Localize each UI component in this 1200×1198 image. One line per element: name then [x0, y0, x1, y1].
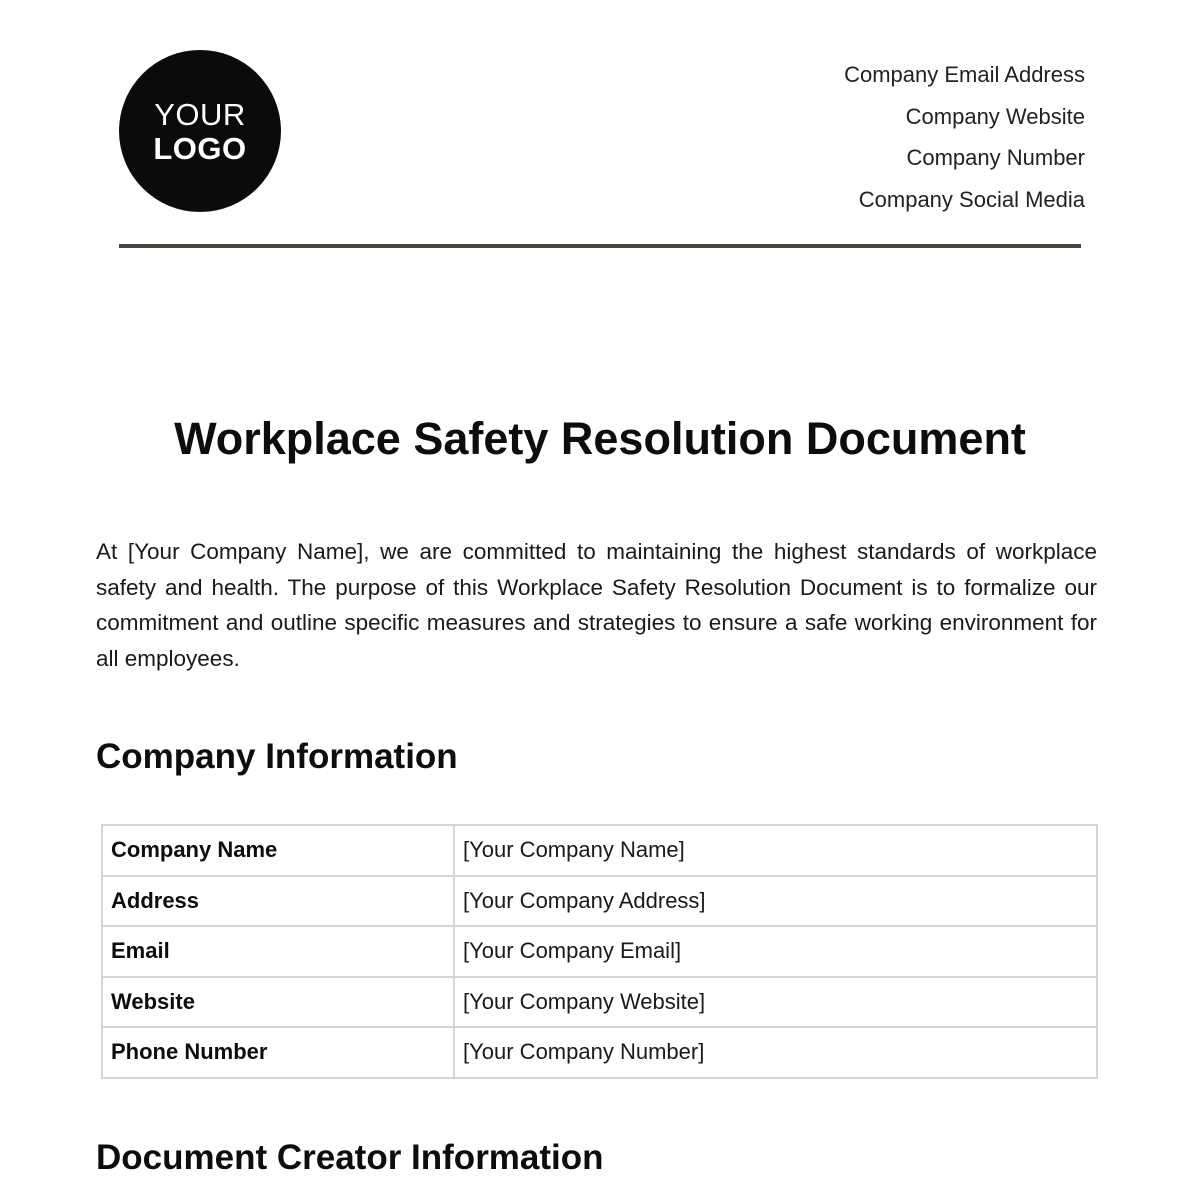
row-label-company-name: Company Name — [102, 825, 454, 876]
company-contact-block — [844, 54, 1085, 220]
company-information-table — [101, 824, 1098, 1079]
table-row — [102, 1027, 1097, 1078]
row-label-website: Website — [102, 977, 454, 1028]
contact-social-media: Company Social Media — [858, 186, 1085, 212]
document-creator-information-heading: Document Creator Information — [96, 1138, 604, 1177]
row-value-company-name: [Your Company Name] — [454, 825, 1097, 876]
table-row — [102, 977, 1097, 1028]
contact-number: Company Number — [906, 145, 1085, 170]
table-row — [102, 876, 1097, 927]
contact-website: Company Website — [905, 103, 1085, 129]
company-logo — [119, 50, 281, 212]
table-row — [102, 825, 1097, 876]
intro-paragraph: At [Your Company Name], we are committed to maintaining the highest standards of workplace safety and health. The purpose of this Workplace Safety Resolution Document is to formalize our commitment and outline specific measures and strategies to ensure a safe working environment for all employees. — [96, 539, 1097, 671]
row-value-address: [Your Company Address] — [454, 876, 1097, 927]
logo-text-bottom: LOGO — [153, 130, 247, 166]
row-label-address: Address — [102, 876, 454, 927]
contact-email: Company Email Address — [844, 62, 1085, 87]
row-label-phone-number: Phone Number — [102, 1027, 454, 1078]
logo-text-top: YOUR — [154, 96, 246, 132]
row-value-phone-number: [Your Company Number] — [454, 1027, 1097, 1078]
table-row — [102, 926, 1097, 977]
row-value-website: [Your Company Website] — [454, 977, 1097, 1028]
row-label-email: Email — [102, 926, 454, 977]
header-divider — [119, 244, 1081, 248]
row-value-email: [Your Company Email] — [454, 926, 1097, 977]
document-title: Workplace Safety Resolution Document — [174, 413, 1026, 464]
company-information-heading: Company Information — [96, 737, 458, 776]
